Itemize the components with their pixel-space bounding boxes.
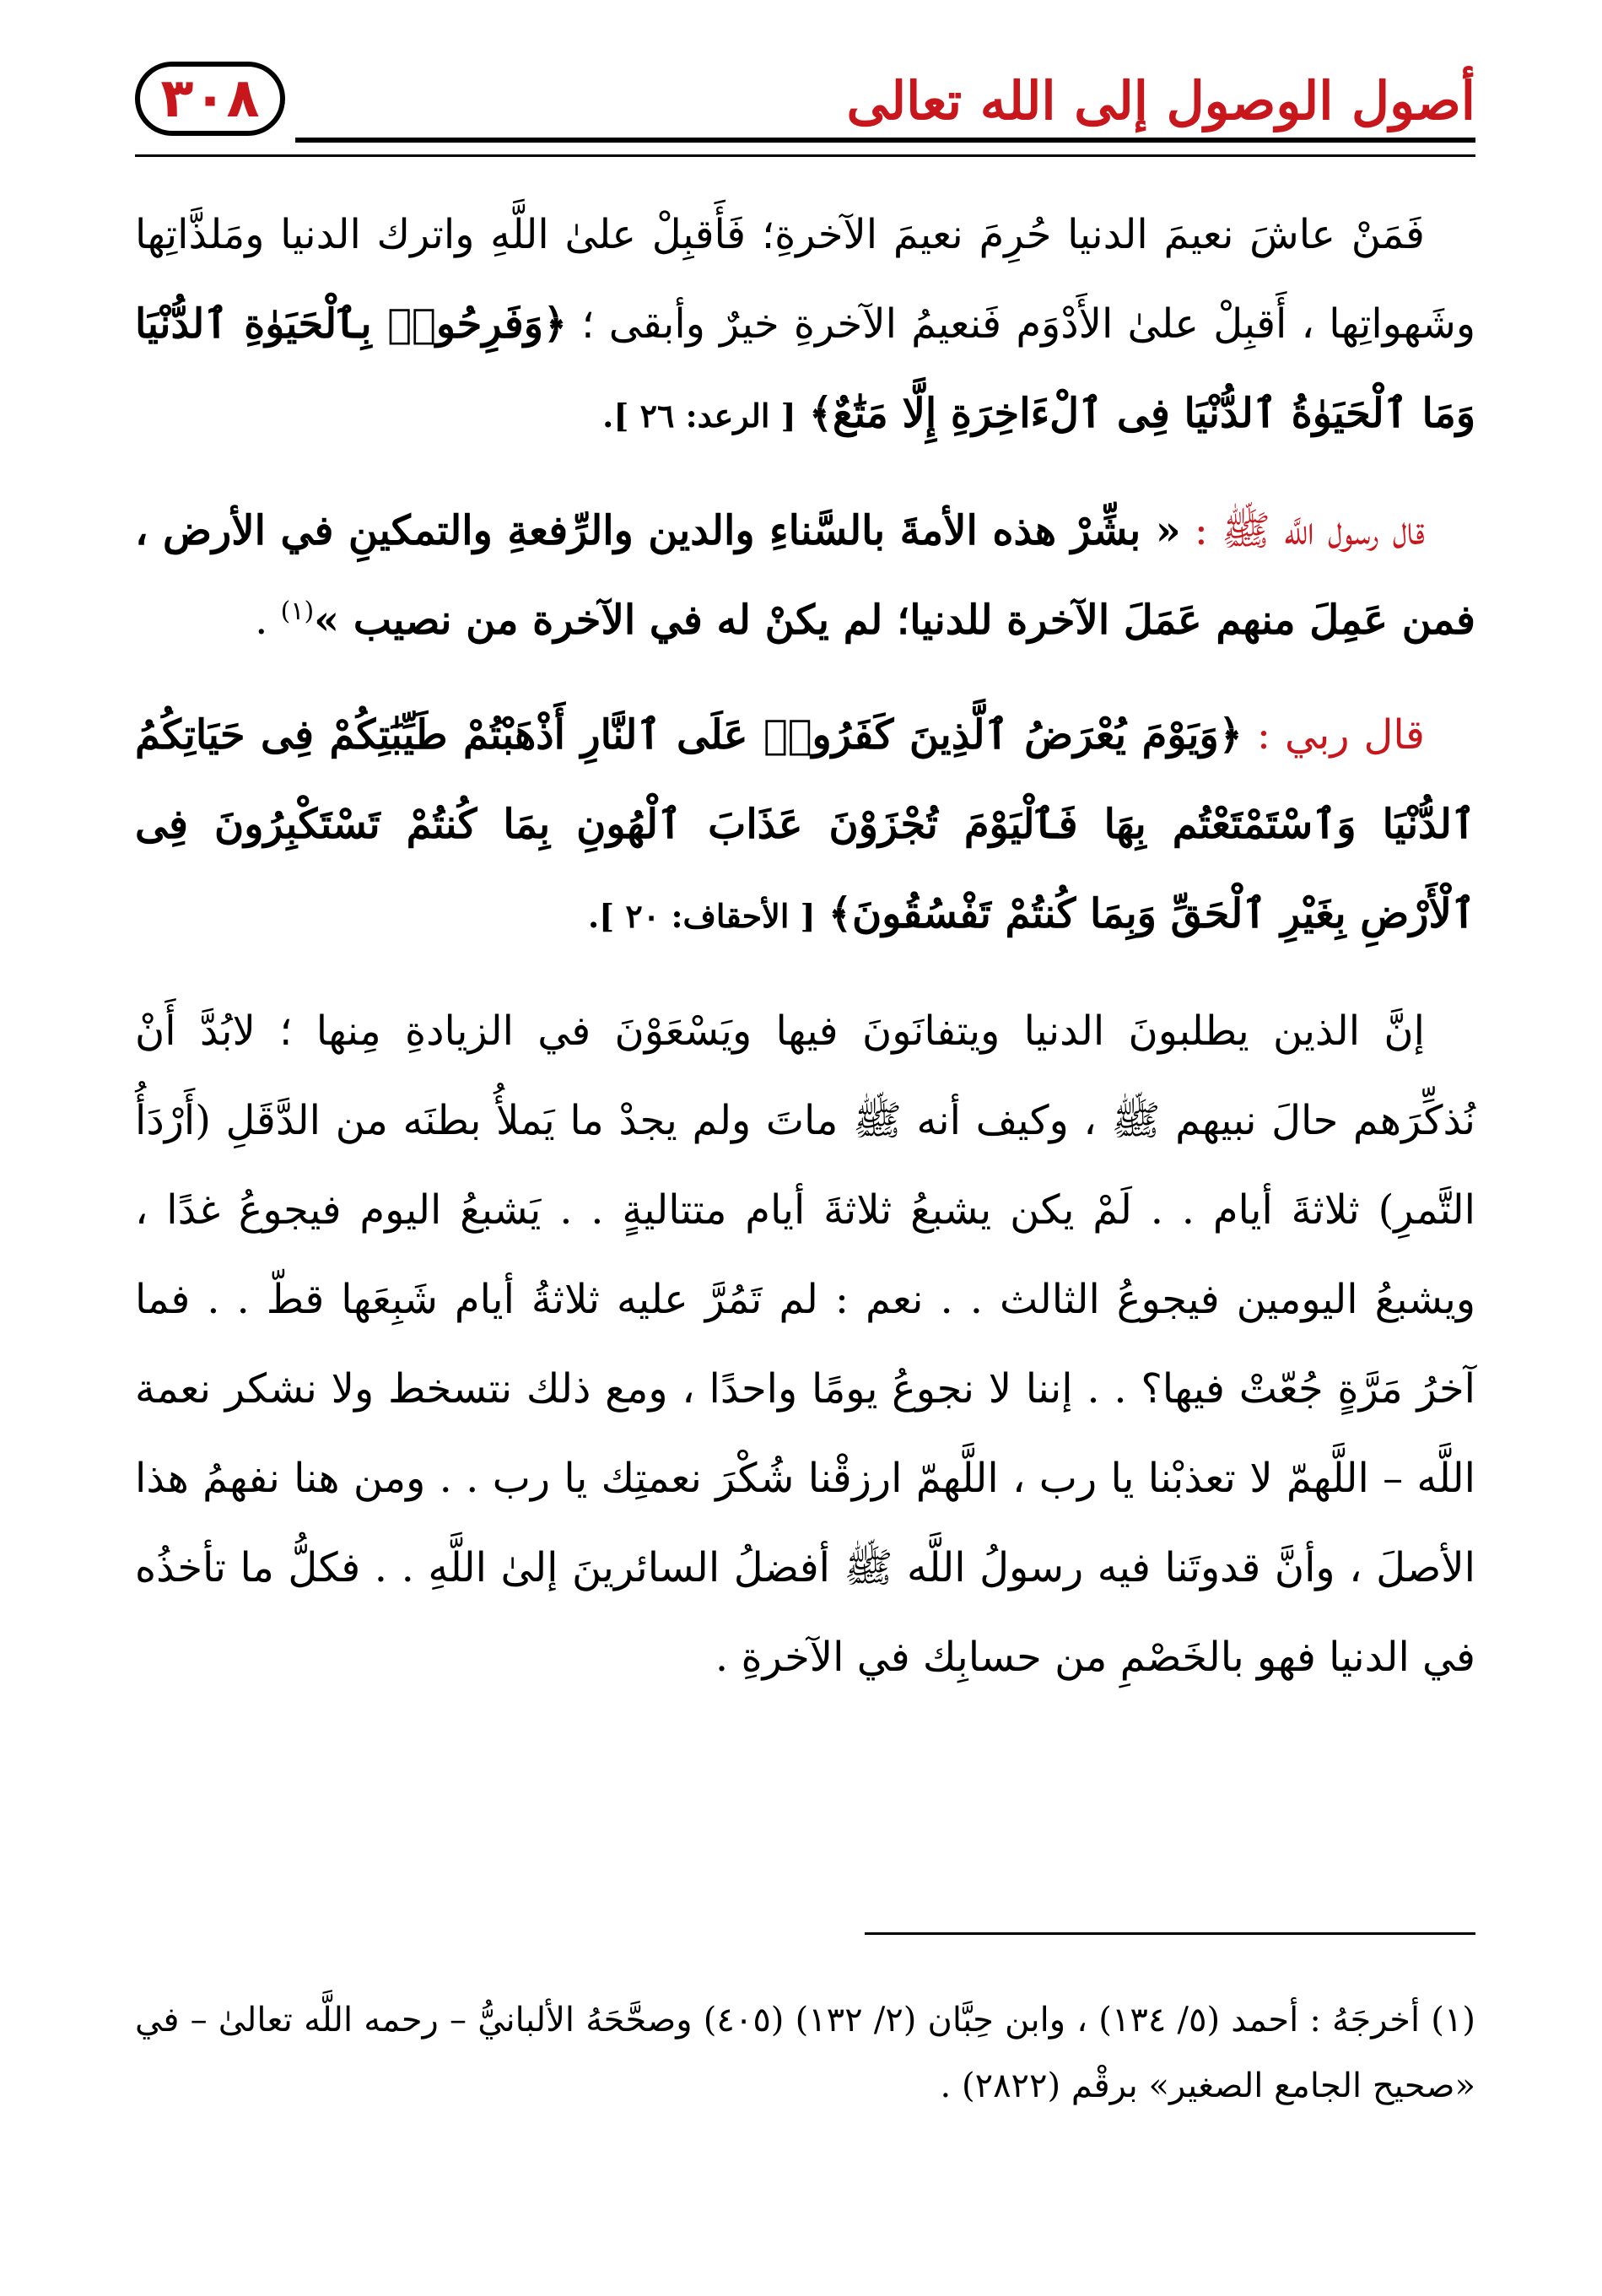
running-title: أصول الوصول إلى الله تعالى — [846, 70, 1475, 132]
quran-verse-raad: ﴿وَفَرِحُوا۟ بِٱلْحَيَوٰةِ ٱلدُّنْيَا وَمَا ٱلْحَيَوٰةُ ٱلدُّنْيَا فِى ٱلْءَاخِرَةِ إِلَّا مَتَٰعٌ﴾ — [135, 300, 1475, 437]
hadith-lead: قال رسول اللَّه ﷺ : — [1194, 507, 1425, 554]
footnote-separator — [865, 1932, 1475, 1935]
paragraph-3 — [135, 690, 1475, 961]
paragraph-4 — [135, 986, 1475, 1702]
page-header — [135, 46, 1475, 148]
verse-lead: قال ربي : — [1256, 711, 1425, 759]
hadith-text: « بشِّرْ هذه الأمةَ بالسَّناءِ والدين والرِّفعةِ والتمكينِ في الأرض ، فمن عَمِلَ منهم عَمَلَ الآخرة للدنيا؛ لم يكنْ له في الآخرة من نصيب » — [135, 507, 1475, 644]
paragraph-4-text: إنَّ الذين يطلبونَ الدنيا ويتفانَونَ فيها ويَسْعَوْنَ في الزيادةِ مِنها ؛ لابُدَّ أَنْ نُذكِّرَهم حالَ نبيهم ﷺ ، وكيف أنه ﷺ ماتَ ولم يجدْ ما يَملأُ بطنَه من الدَّقَلِ (أَرْدَأُ التَّمرِ) ثلاثةَ أيام . . لَمْ يكن يشبعُ ثلاثةَ أيام متتاليةٍ . . يَشبعُ اليوم فيجوعُ غدًا ، ويشبعُ اليومين فيجوعُ الثالث . . نعم : لم تَمُرَّ عليه ثلاثةُ أيام شَبِعَها قطّ . . فما آخرُ مَرَّةٍ جُعّتْ فيها؟ . . إننا لا نجوعُ يومًا واحدًا ، ومع ذلك نتسخط ولا نشكر نعمة اللَّه – اللَّهمّ لا تعذبْنا يا رب ، اللَّهمّ ارزقْنا شُكْرَ نعمتِك يا رب . . ومن هنا نفهمُ هذا الأصلَ ، وأنَّ قدوتَنا فيه رسولُ اللَّه ﷺ أفضلُ السائرينَ إلىٰ اللَّهِ . . فكلُّ ما تأخذُه في الدنيا فهو بالخَصْمِ من حسابِك في الآخرةِ . — [135, 1008, 1476, 1681]
paragraph-2 — [135, 486, 1475, 665]
quran-verse-ahqaf: ﴿وَيَوْمَ يُعْرَضُ ٱلَّذِينَ كَفَرُوا۟ عَلَى ٱلنَّارِ أَذْهَبْتُمْ طَيِّبَٰتِكُمْ فِى حَيَاتِكُمُ ٱلدُّنْيَا وَٱسْتَمْتَعْتُم بِهَا فَٱلْيَوْمَ تُجْزَوْنَ عَذَابَ ٱلْهُونِ بِمَا كُنتُمْ تَسْتَكْبِرُونَ فِى ٱلْأَرْضِ بِغَيْرِ ٱلْحَقِّ وَبِمَا كُنتُمْ تَفْسُقُونَ﴾ — [135, 711, 1475, 937]
verse-reference-ahqaf: [ الأحقاف: ٢٠ ]. — [587, 897, 816, 935]
paragraph-2-end: . — [255, 597, 281, 644]
page-number-badge: ٣٠٨ — [135, 62, 285, 136]
footnote-1: (١) أخرجَهُ : أحمد (٥/ ١٣٤) ، وابن حِبَّان (٢/ ١٣٢) (٤٠٥) وصحَّحَهُ الألبانيُّ – رحمه اللَّه تعالىٰ – في «صحيح الجامع الصغير» برقْم (٢٨٢٢) . — [135, 2001, 1475, 2105]
footnotes — [135, 1987, 1475, 2119]
main-text — [135, 190, 1475, 1727]
paragraph-1 — [135, 190, 1475, 461]
paragraph-1-text: فَمَنْ عاشَ نعيمَ الدنيا حُرِمَ نعيمَ الآخرةِ؛ فَأَقبِلْ علىٰ اللَّهِ واترك الدنيا ومَلذَّاتِها وشَهواتِها ، أَقبِلْ علىٰ الأَدْوَم فَنعيمُ الآخرةِ خيرٌ وأبقى ؛ — [135, 211, 1475, 348]
header-rule-thick — [295, 138, 1475, 143]
header-rule-thin — [135, 154, 1475, 157]
footnote-marker: (١) — [280, 597, 315, 626]
verse-reference-raad: [ الرعد: ٢٦ ]. — [602, 397, 796, 435]
